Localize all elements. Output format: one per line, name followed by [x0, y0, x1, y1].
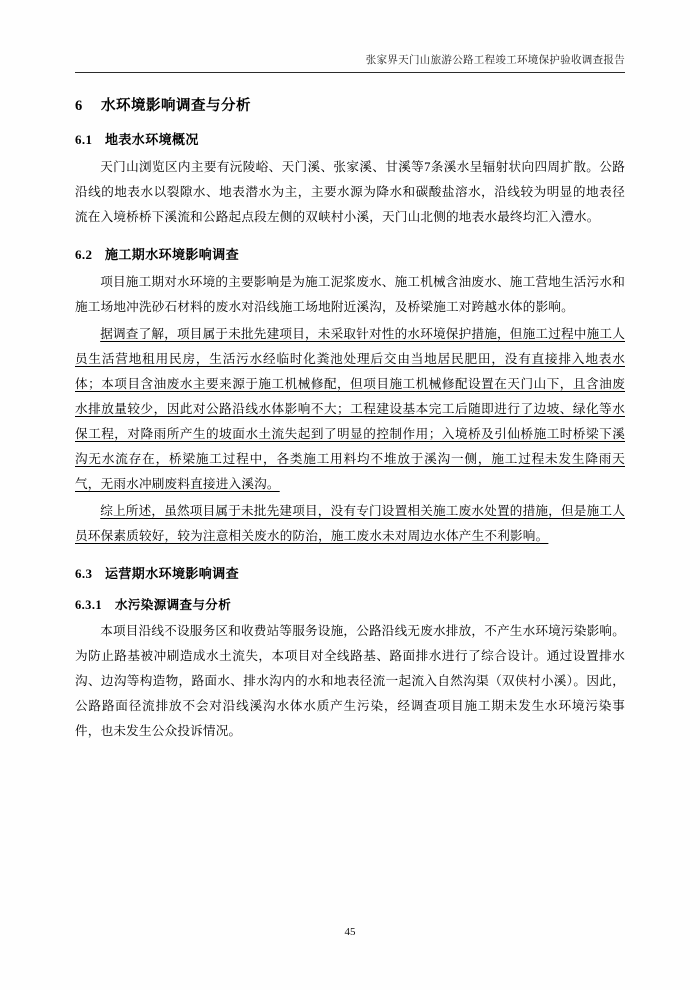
page-content [75, 86, 625, 746]
page-number: 45 [344, 926, 356, 938]
paragraph-surface-water-overview: 天门山浏览区内主要有沅陵峪、天门溪、张家溪、甘溪等7条溪水呈辐射状向四周扩散。公路沿线的地表水以裂隙水、地表潜水为主，主要水源为降水和碳酸盐溶水，沿线较为明显的地表径流在入境桥桥下溪流和公路起点段左侧的双峡村小溪，天门山北侧的地表水最终均汇入澧水。 [75, 160, 625, 224]
section-title-6-3-1: 水污染源调查与分析 [115, 598, 232, 612]
section-title-6-2: 施工期水环境影响调查 [105, 247, 240, 262]
section-number-6-3: 6.3 [75, 566, 93, 581]
section-heading-6-3-1 [75, 595, 625, 613]
section-title-6-1: 地表水环境概况 [105, 132, 199, 147]
paragraph-construction-impact: 项目施工期对水环境的主要影响是为施工泥浆废水、施工机械含油废水、施工营地生活污水和施工场地冲洗砂石材料的废水对沿线施工场地附近溪沟，及桥梁施工对跨越水体的影响。 [75, 275, 625, 314]
section-heading-6-2 [75, 244, 625, 263]
paragraph-summary: 综上所述，虽然项目属于未批先建项目，没有专门设置相关施工废水处置的措施，但是施工人员环保素质较好，较为注意相关废水的防治，施工废水未对周边水体产生不利影响。 [75, 504, 625, 543]
section-number-6-1: 6.1 [75, 132, 93, 147]
section-title-6: 水环境影响调查与分析 [101, 98, 251, 114]
section-title-6-3: 运营期水环境影响调查 [105, 566, 240, 581]
paragraph-investigation-findings: 据调查了解，项目属于未批先建项目，未采取针对性的水环境保护措施，但施工过程中施工人员生活营地租用民房，生活污水经临时化粪池处理后交由当地居民肥田，没有直接排入地表水体；本项目含油废水主要来源于施工机械修配，但项目施工机械修配设置在天门山下，且含油废水排放量较少，因此对公路沿线水体影响不大；工程建设基本完工后随即进行了边坡、绿化等水保工程，对降雨所产生的坡面水土流失起到了明显的控制作用；入境桥及引仙桥施工时桥梁下溪沟无水流存在，桥梁施工过程中，各类施工用料均不堆放于溪沟一侧，施工过程未发生降雨天气，无雨水冲刷废料直接进入溪沟。 [75, 327, 625, 491]
header-divider [75, 72, 625, 73]
paragraph-operation-pollution: 本项目沿线不设服务区和收费站等服务设施，公路沿线无废水排放，不产生水环境污染影响。为防止路基被冲刷造成水土流失，本项目对全线路基、路面排水进行了综合设计。通过设置排水沟、边沟等构造物，路面水、排水沟内的水和地表径流一起流入自然沟渠（双侠村小溪）。因此，公路路面径流排放不会对沿线溪沟水体水质产生污染，经调查项目施工期未发生水环境污染事件，也未发生公众投诉情况。 [75, 624, 625, 738]
section-heading-6 [75, 94, 625, 115]
section-number-6: 6 [75, 98, 83, 114]
section-heading-6-3 [75, 563, 625, 582]
running-header: 张家界天门山旅游公路工程竣工环境保护验收调查报告 [365, 55, 625, 66]
section-number-6-2: 6.2 [75, 247, 93, 262]
section-heading-6-1 [75, 129, 625, 148]
section-number-6-3-1: 6.3.1 [75, 598, 102, 612]
